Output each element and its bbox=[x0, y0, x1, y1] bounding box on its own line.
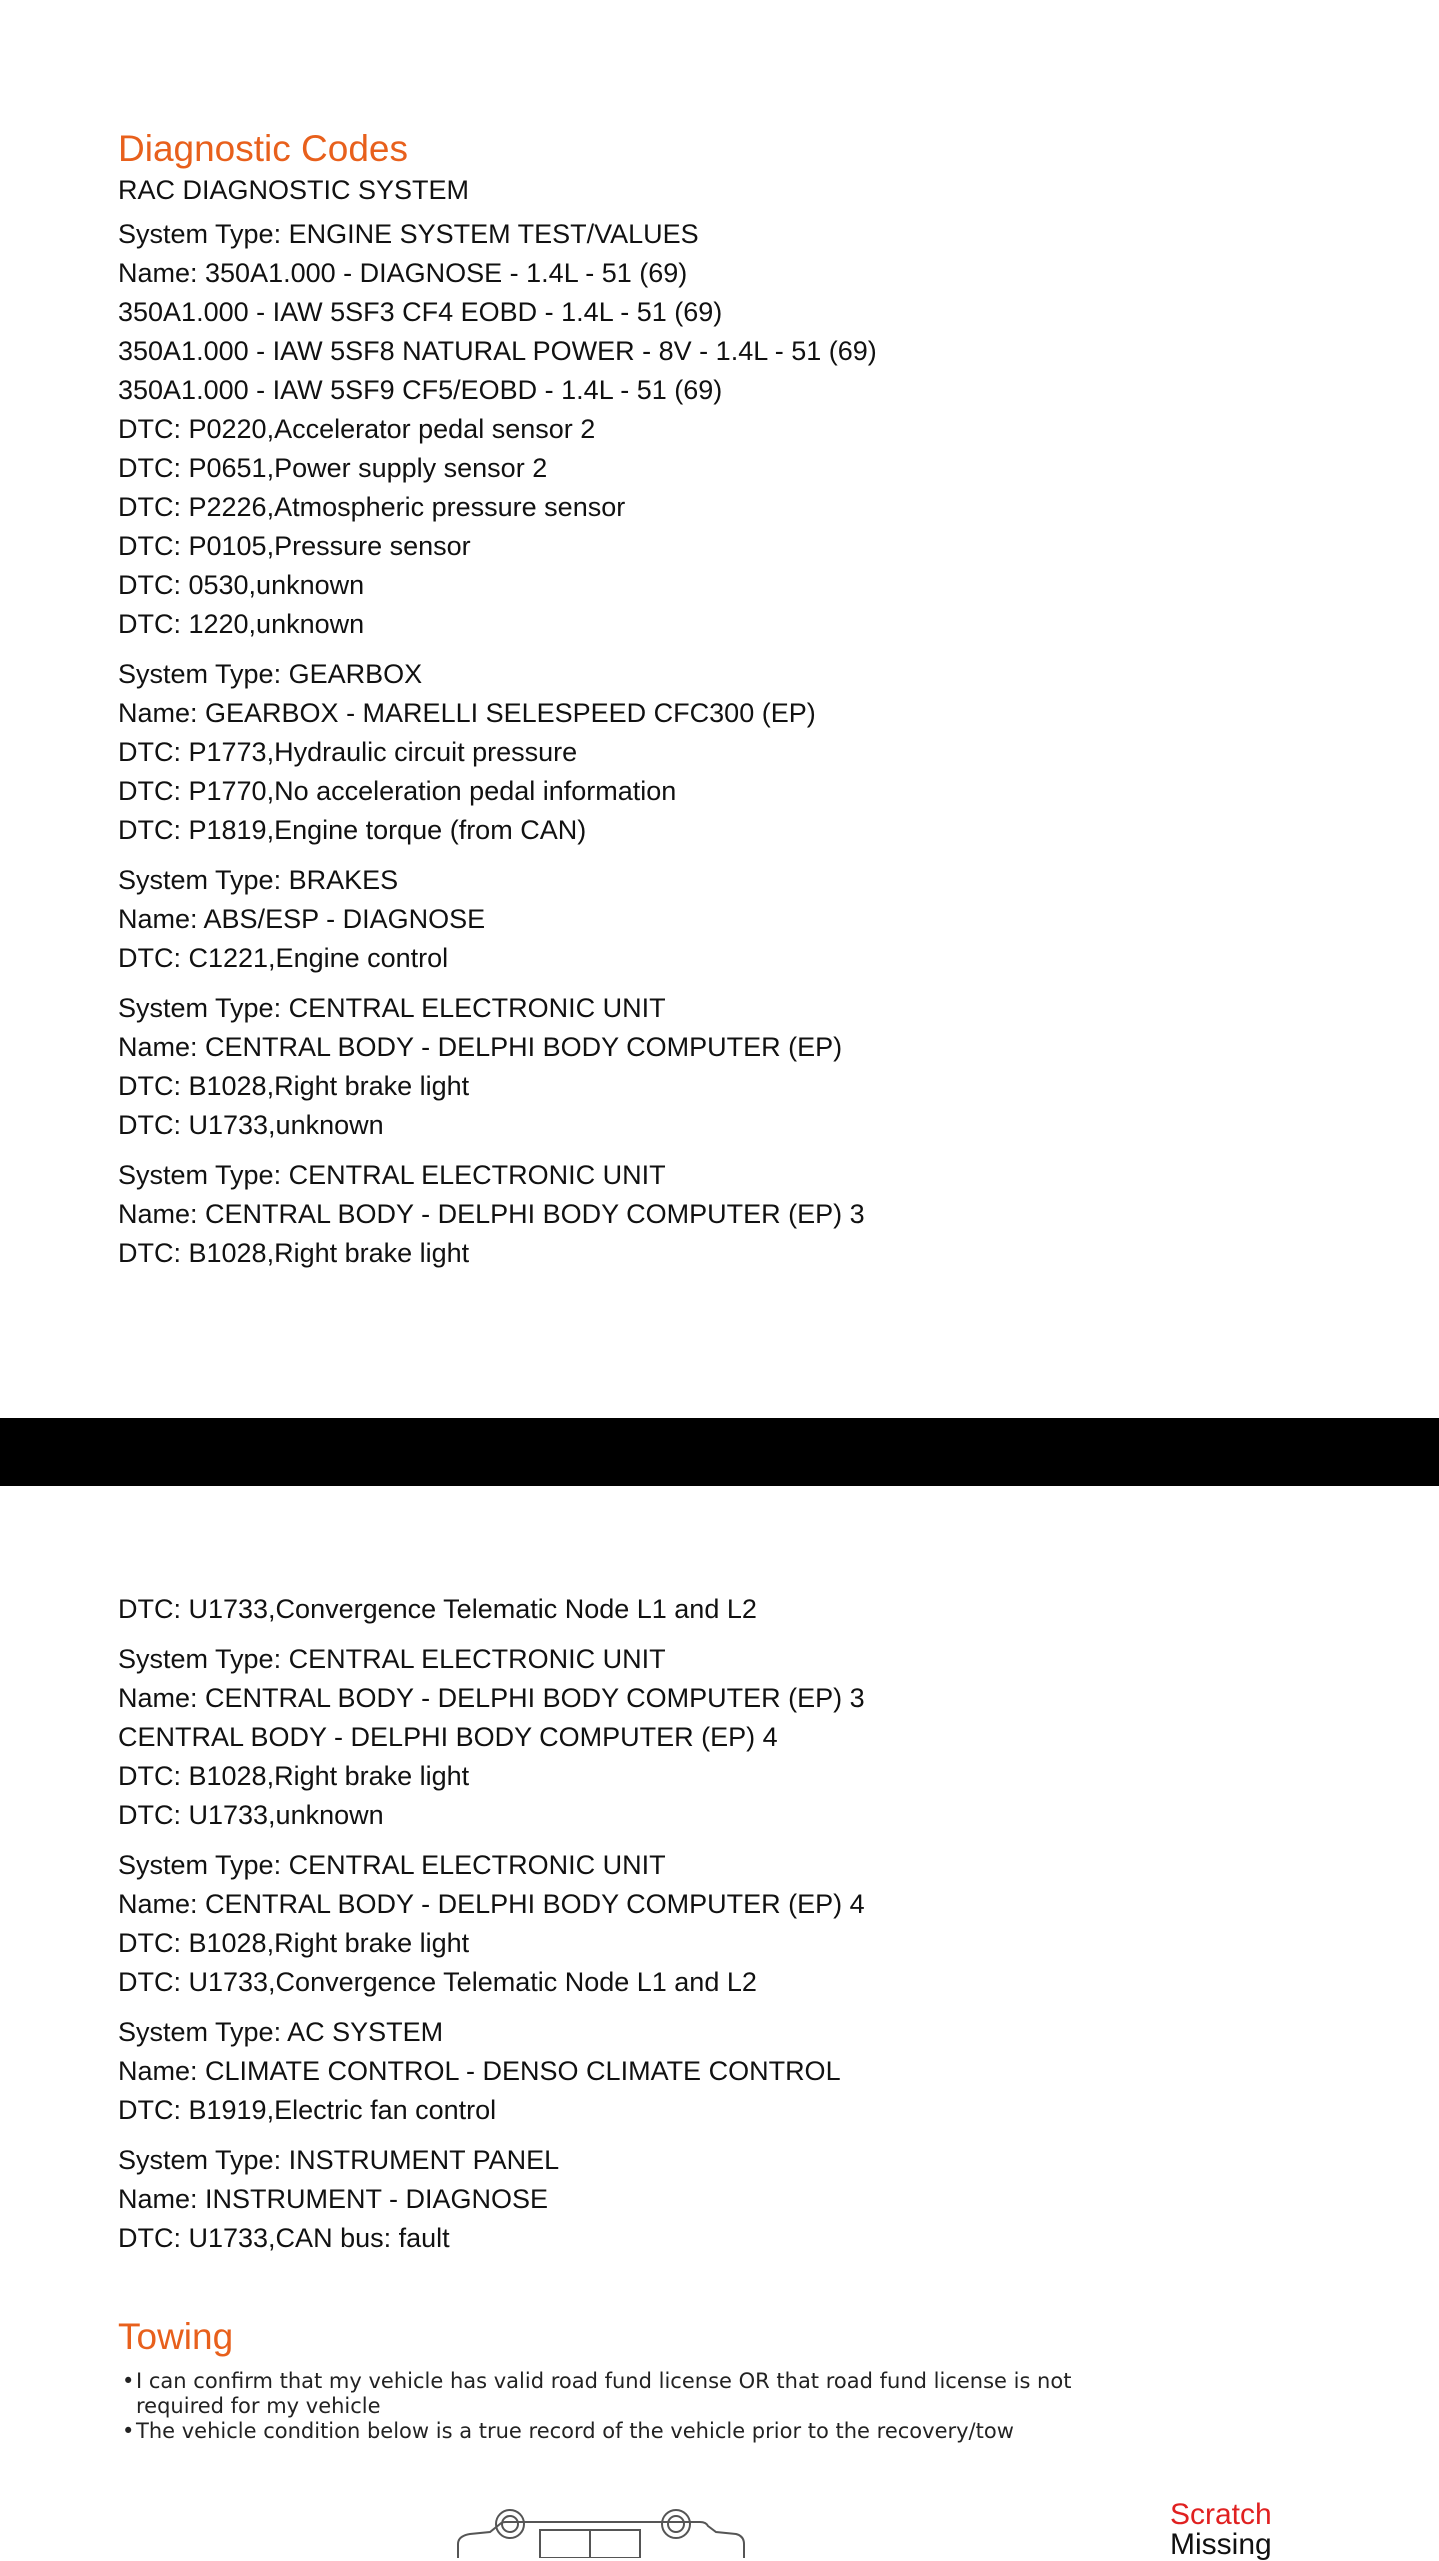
module-name-line: Name: CENTRAL BODY - DELPHI BODY COMPUTER (EP) 3 bbox=[118, 1199, 865, 1229]
module-variant-line: CENTRAL BODY - DELPHI BODY COMPUTER (EP) 4 bbox=[118, 1722, 778, 1752]
diagnostic-codes-continued bbox=[118, 1590, 1379, 2258]
module-name-line: Name: INSTRUMENT - DIAGNOSE bbox=[118, 2184, 549, 2214]
system-type-line: System Type: CENTRAL ELECTRONIC UNIT bbox=[118, 1850, 666, 1880]
towing-title: Towing bbox=[118, 2316, 234, 2357]
dtc-code-line: DTC: B1028,Right brake light bbox=[118, 1761, 470, 1791]
module-name-line: Name: CENTRAL BODY - DELPHI BODY COMPUTER (EP) bbox=[118, 1032, 843, 1062]
dtc-code-line: DTC: P2226,Atmospheric pressure sensor bbox=[118, 492, 626, 522]
diagnostic-system-name: RAC DIAGNOSTIC SYSTEM bbox=[118, 175, 470, 205]
system-type-line: System Type: CENTRAL ELECTRONIC UNIT bbox=[118, 1644, 666, 1674]
module-name-line: Name: CLIMATE CONTROL - DENSO CLIMATE CONTROL bbox=[118, 2056, 841, 2086]
system-type-line: System Type: INSTRUMENT PANEL bbox=[118, 2145, 560, 2175]
dtc-group bbox=[118, 1590, 1379, 1629]
module-variant-line: 350A1.000 - IAW 5SF9 CF5/EOBD - 1.4L - 51 (69) bbox=[118, 375, 723, 405]
dtc-code-line: DTC: P0220,Accelerator pedal sensor 2 bbox=[118, 414, 596, 444]
module-variant-line: 350A1.000 - IAW 5SF8 NATURAL POWER - 8V - 1.4L - 51 (69) bbox=[118, 336, 877, 366]
dtc-code-line: DTC: P1819,Engine torque (from CAN) bbox=[118, 815, 587, 845]
dtc-code-line: DTC: U1733,CAN bus: fault bbox=[118, 2223, 450, 2253]
diagnostic-codes-title: Diagnostic Codes bbox=[118, 128, 408, 169]
module-name-line: Name: CENTRAL BODY - DELPHI BODY COMPUTER (EP) 4 bbox=[118, 1889, 865, 1919]
module-name-line: Name: ABS/ESP - DIAGNOSE bbox=[118, 904, 486, 934]
dtc-code-line: DTC: P1773,Hydraulic circuit pressure bbox=[118, 737, 578, 767]
dtc-group bbox=[118, 1846, 1379, 2002]
dtc-code-line: DTC: 0530,unknown bbox=[118, 570, 365, 600]
legend-scratch: Scratch bbox=[1170, 2498, 1272, 2531]
system-type-line: System Type: BRAKES bbox=[118, 865, 399, 895]
dtc-code-line: DTC: P0105,Pressure sensor bbox=[118, 531, 471, 561]
dtc-code-line: DTC: B1028,Right brake light bbox=[118, 1238, 470, 1268]
system-type-line: System Type: ENGINE SYSTEM TEST/VALUES bbox=[118, 219, 699, 249]
system-type-line: System Type: CENTRAL ELECTRONIC UNIT bbox=[118, 993, 666, 1023]
towing-declarations bbox=[118, 2369, 1158, 2444]
dtc-code-line: DTC: U1733,Convergence Telematic Node L1 and L2 bbox=[118, 1967, 757, 1997]
module-name-line: Name: CENTRAL BODY - DELPHI BODY COMPUTER (EP) 3 bbox=[118, 1683, 865, 1713]
dtc-group bbox=[118, 989, 1379, 1145]
dtc-code-line: DTC: P1770,No acceleration pedal information bbox=[118, 776, 677, 806]
dtc-group bbox=[118, 2013, 1379, 2130]
legend-missing: Missing bbox=[1170, 2528, 1272, 2561]
dtc-group bbox=[118, 655, 1379, 850]
dtc-group bbox=[118, 861, 1379, 978]
diagnostic-groups-page-2 bbox=[118, 1590, 1379, 2258]
dtc-group bbox=[118, 1156, 1379, 1273]
dtc-code-line: DTC: C1221,Engine control bbox=[118, 943, 449, 973]
vehicle-diagram-icon bbox=[450, 2500, 750, 2558]
dtc-code-line: DTC: 1220,unknown bbox=[118, 609, 365, 639]
system-type-line: System Type: AC SYSTEM bbox=[118, 2017, 444, 2047]
module-variant-line: 350A1.000 - IAW 5SF3 CF4 EOBD - 1.4L - 51 (69) bbox=[118, 297, 723, 327]
diagnostic-groups-page-1 bbox=[118, 215, 1379, 1273]
system-type-line: System Type: GEARBOX bbox=[118, 659, 423, 689]
towing-declaration-item: • I can confirm that my vehicle has valid road fund license OR that road fund license is not required for my vehicle bbox=[118, 2369, 1158, 2419]
diagnostic-codes-section bbox=[118, 127, 1379, 1273]
dtc-code-line: DTC: U1733,unknown bbox=[118, 1800, 384, 1830]
dtc-group bbox=[118, 215, 1379, 644]
towing-declaration-item: • The vehicle condition below is a true record of the vehicle prior to the recovery/tow bbox=[118, 2419, 1158, 2444]
system-type-line: System Type: CENTRAL ELECTRONIC UNIT bbox=[118, 1160, 666, 1190]
dtc-code-line: DTC: B1028,Right brake light bbox=[118, 1928, 470, 1958]
dtc-code-line: DTC: B1028,Right brake light bbox=[118, 1071, 470, 1101]
dtc-code-line: DTC: U1733,Convergence Telematic Node L1 and L2 bbox=[118, 1594, 757, 1624]
module-name-line: Name: GEARBOX - MARELLI SELESPEED CFC300 (EP) bbox=[118, 698, 816, 728]
dtc-code-line: DTC: U1733,unknown bbox=[118, 1110, 384, 1140]
page-separator bbox=[0, 1418, 1439, 1486]
damage-legend bbox=[1170, 2500, 1272, 2560]
module-name-line: Name: 350A1.000 - DIAGNOSE - 1.4L - 51 (69) bbox=[118, 258, 688, 288]
dtc-code-line: DTC: P0651,Power supply sensor 2 bbox=[118, 453, 548, 483]
towing-section bbox=[118, 2315, 1379, 2444]
dtc-group bbox=[118, 1640, 1379, 1835]
dtc-code-line: DTC: B1919,Electric fan control bbox=[118, 2095, 497, 2125]
dtc-group bbox=[118, 2141, 1379, 2258]
